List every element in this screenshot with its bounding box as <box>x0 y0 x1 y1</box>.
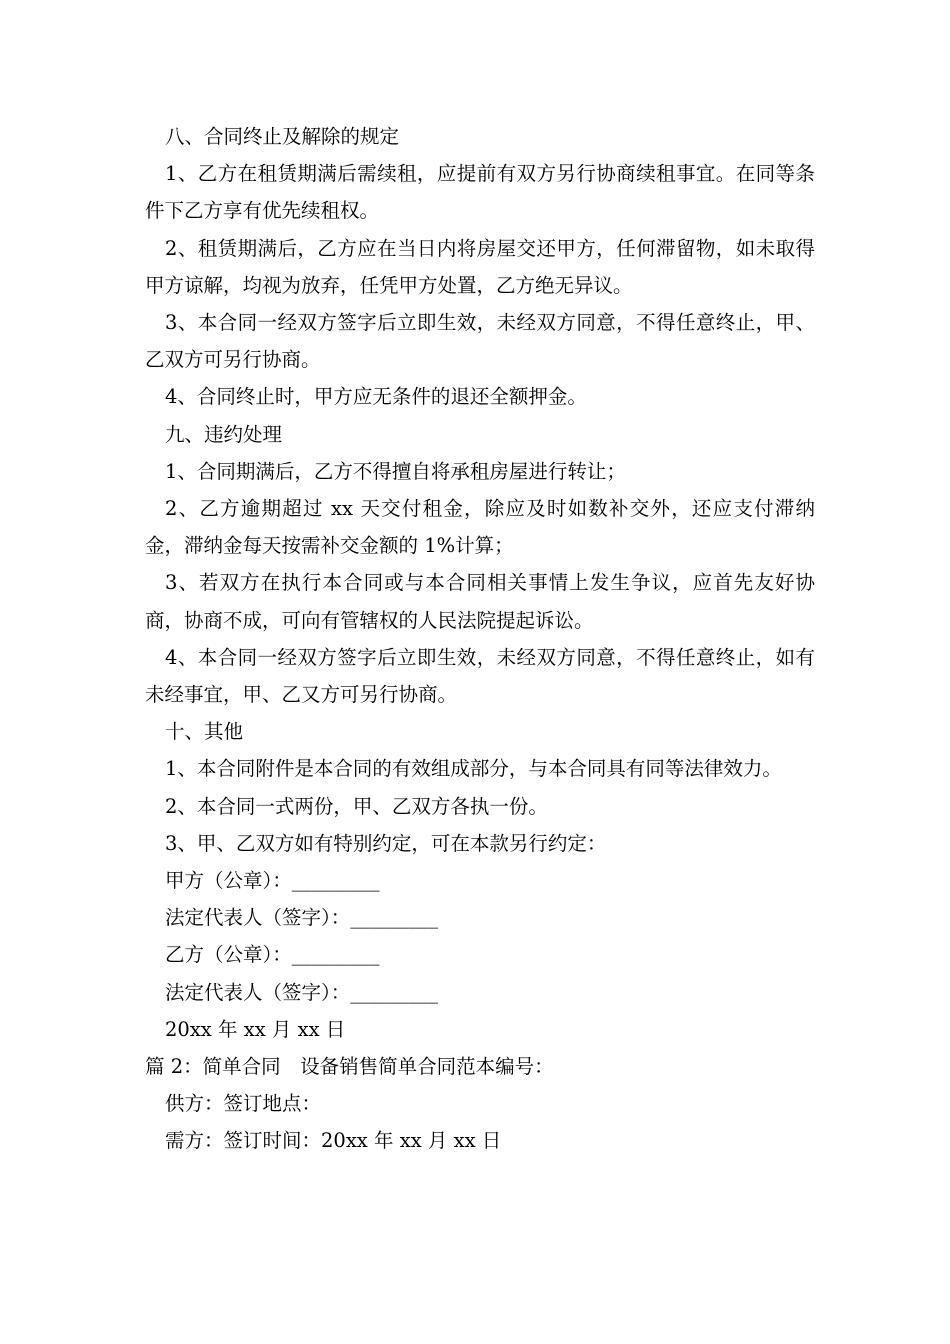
clause-paragraph: 2、本合同一式两份，甲、乙双方各执一份。 <box>165 794 548 818</box>
buyer-line: 需方：签订时间：20xx 年 xx 月 xx 日 <box>165 1129 502 1153</box>
clause-paragraph: 1、合同期满后，乙方不得擅自将承租房屋进行转让； <box>165 459 626 483</box>
document-body <box>145 118 815 1160</box>
clause-paragraph: 3、若双方在执行本合同或与本合同相关事情上发生争议，应首先友好协商，协商不成，可向有管辖权的人民法院提起诉讼。 <box>145 571 815 632</box>
clause-paragraph: 2、租赁期满后，乙方应在当日内将房屋交还甲方，任何滞留物，如未取得甲方谅解，均视为放弃，任凭甲方处置，乙方绝无异议。 <box>145 236 815 297</box>
clause-paragraph: 1、本合同附件是本合同的有效组成部分，与本合同具有同等法律效力。 <box>165 757 782 781</box>
clause-paragraph: 4、本合同一经双方签字后立即生效，未经双方同意，不得任意终止，如有未经事宜，甲、乙又方可另行协商。 <box>145 645 815 707</box>
section-heading-termination: 八、合同终止及解除的规定 <box>165 125 400 148</box>
clause-paragraph: 1、乙方在租赁期满后需续租，应提前有双方另行协商续租事宜。在同等条件下乙方享有优先续租权。 <box>145 162 815 223</box>
clause-paragraph: 3、甲、乙双方如有特别约定，可在本款另行约定： <box>165 831 607 855</box>
signature-line-party-b-rep: 法定代表人（签字）：_________ <box>165 980 439 1004</box>
clause-paragraph: 2、乙方逾期超过 xx 天交付租金，除应及时如数补交外，还应支付滞纳金，滞纳金每天按需补交金额的 1%计算； <box>145 497 815 558</box>
supplier-line: 供方：签订地点： <box>165 1092 322 1116</box>
signature-date: 20xx 年 xx 月 xx 日 <box>165 1017 346 1041</box>
signature-line-party-b-seal: 乙方（公章）：_________ <box>165 943 380 967</box>
section-heading-other: 十、其他 <box>165 720 244 744</box>
clause-paragraph: 4、合同终止时，甲方应无条件的退还全额押金。 <box>165 385 587 409</box>
signature-line-party-a-rep: 法定代表人（签字）：_________ <box>165 906 439 930</box>
signature-line-party-a-seal: 甲方（公章）：_________ <box>165 869 380 893</box>
clause-paragraph: 3、本合同一经双方签字后立即生效，未经双方同意，不得任意终止，甲、乙双方可另行协商。 <box>145 311 815 372</box>
section-heading-breach: 九、违约处理 <box>165 422 283 446</box>
next-document-title: 篇 2：简单合同 设备销售简单合同范本编号： <box>145 1055 554 1079</box>
